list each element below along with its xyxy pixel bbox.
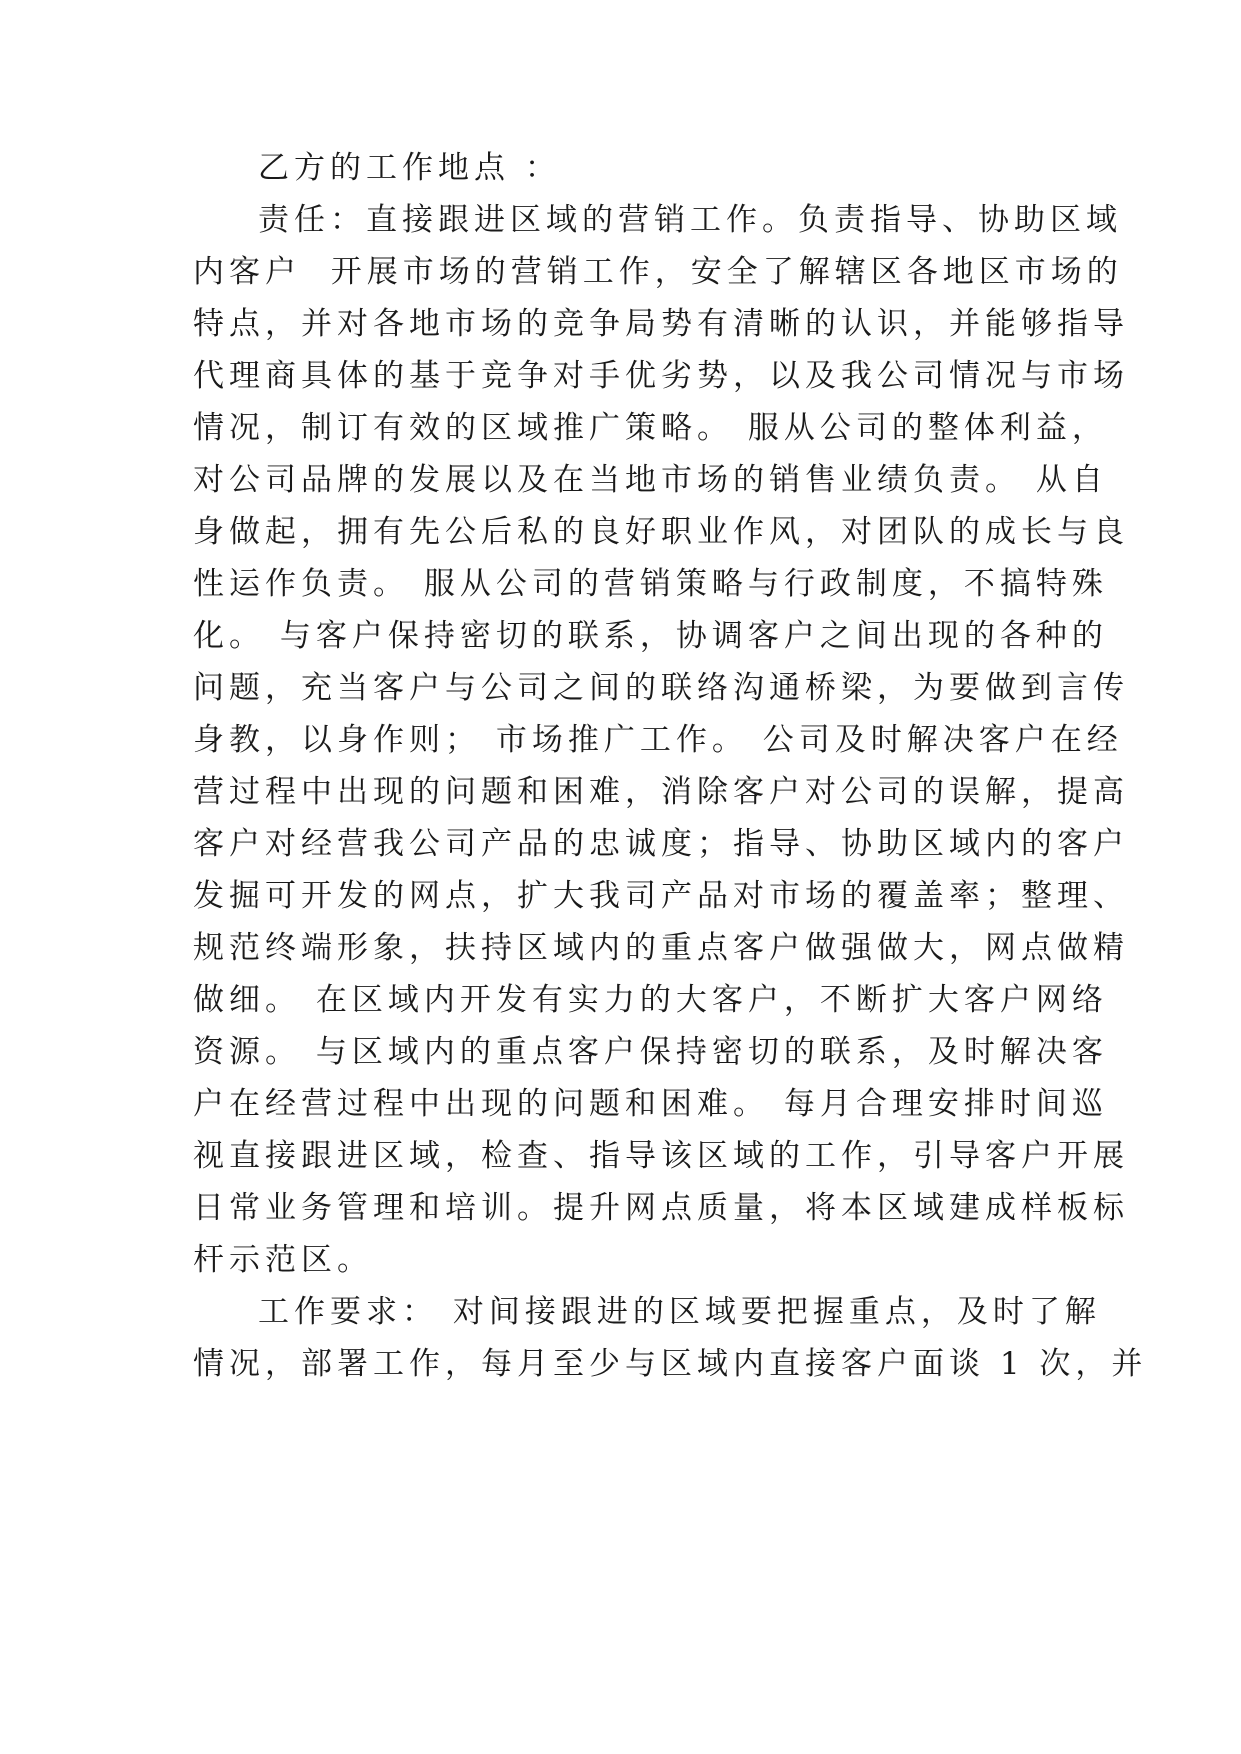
- text-line-5: 代理商具体的基于竞争对手优劣势，以及我公司情况与市场: [193, 358, 1129, 394]
- text-line-17: 做细。 在区域内开发有实力的大客户，不断扩大客户网络: [193, 982, 1108, 1018]
- text-line-8: 身做起，拥有先公后私的良好职业作风，对团队的成长与良: [193, 514, 1129, 550]
- text-line-23: 工作要求： 对间接跟进的区域要把握重点，及时了解: [258, 1294, 1101, 1330]
- text-line-9: 性运作负责。 服从公司的营销策略与行政制度，不搞特殊: [193, 566, 1108, 602]
- text-line-13: 营过程中出现的问题和困难，消除客户对公司的误解，提高: [193, 774, 1129, 810]
- text-line-20: 视直接跟进区域，检查、指导该区域的工作，引导客户开展: [193, 1138, 1129, 1174]
- text-line-21: 日常业务管理和培训。提升网点质量，将本区域建成样板标: [193, 1190, 1129, 1226]
- text-line-14: 客户对经营我公司产品的忠诚度；指导、协助区域内的客户: [193, 826, 1129, 862]
- text-line-19: 户在经营过程中出现的问题和困难。 每月合理安排时间巡: [193, 1086, 1108, 1122]
- text-line-2: 责任：直接跟进区域的营销工作。负责指导、协助区域: [258, 202, 1122, 238]
- text-line-11: 问题，充当客户与公司之间的联络沟通桥梁，为要做到言传: [193, 670, 1129, 706]
- text-line-3: 内客户 开展市场的营销工作，安全了解辖区各地区市场的: [193, 254, 1123, 290]
- text-line-16: 规范终端形象，扶持区域内的重点客户做强做大，网点做精: [193, 930, 1129, 966]
- text-line-1: 乙方的工作地点 ：: [258, 150, 561, 186]
- text-line-15: 发掘可开发的网点，扩大我司产品对市场的覆盖率；整理、: [193, 878, 1129, 914]
- text-line-7: 对公司品牌的发展以及在当地市场的销售业绩负责。 从自: [193, 462, 1108, 498]
- text-line-22: 杆示范区。: [193, 1242, 373, 1278]
- text-line-6: 情况，制订有效的区域推广策略。 服从公司的整体利益，: [193, 410, 1108, 446]
- text-line-4: 特点，并对各地市场的竞争局势有清晰的认识，并能够指导: [193, 306, 1129, 342]
- text-line-10: 化。 与客户保持密切的联系，协调客户之间出现的各种的: [193, 618, 1108, 654]
- text-line-12: 身教，以身作则； 市场推广工作。 公司及时解决客户在经: [193, 722, 1123, 758]
- text-line-18: 资源。 与区域内的重点客户保持密切的联系，及时解决客: [193, 1034, 1108, 1070]
- text-line-24: 情况，部署工作，每月至少与区域内直接客户面谈 1 次，并: [193, 1346, 1148, 1382]
